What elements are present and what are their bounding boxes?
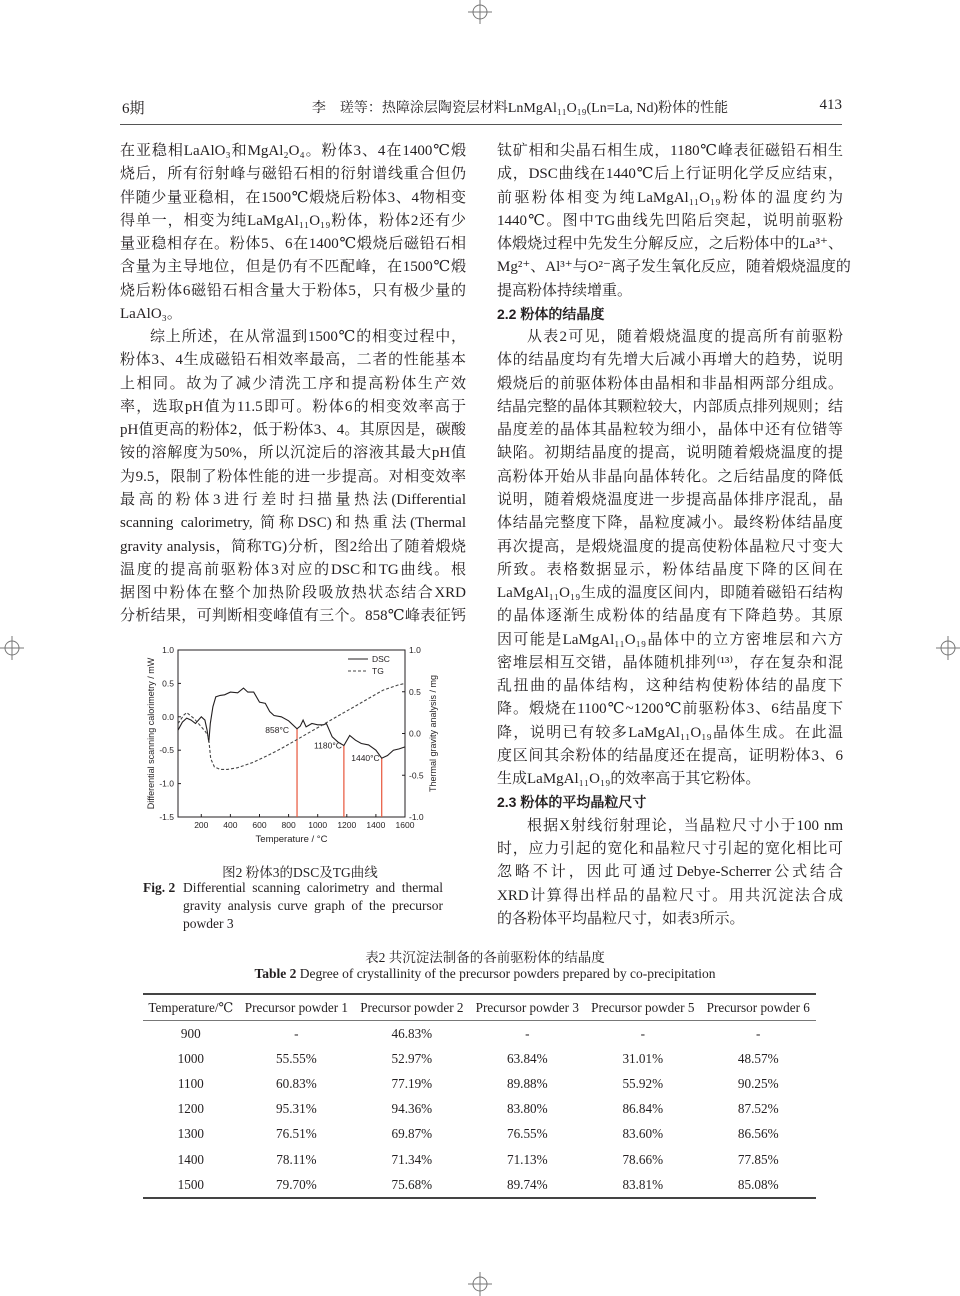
text-line: 伴随少量亚稳相，在1500℃煅烧后粉体3、4物相变 <box>120 189 466 206</box>
figure-caption-en <box>143 879 443 933</box>
text-line: 烧后，所有衍射峰与磁铅石相的衍射谱线重合但仍 <box>120 166 466 183</box>
text-line: 得单一，相变为纯LaMgAl₁₁O₁₉粉体，粉体2还有少 <box>120 212 466 229</box>
page-number: 413 <box>819 97 842 113</box>
table-row <box>143 1147 816 1172</box>
table-cell: 900 <box>180 1025 201 1041</box>
table-cell: 71.34% <box>391 1151 433 1167</box>
y-tick-label: -1.0 <box>159 778 174 789</box>
table-cell: 46.83% <box>391 1025 433 1041</box>
table-cell: - <box>294 1025 299 1041</box>
table-cell: 83.81% <box>585 1172 700 1198</box>
text-line: 据图中粉体在整个加热阶段吸放热状态结合XRD <box>120 585 466 602</box>
table-cell: 76.51% <box>276 1126 317 1142</box>
table-caption-text: Degree of crystallinity of the precursor powders prepared by co-precipitation <box>296 966 716 981</box>
text-line: 的各粉体平均晶粒尺寸，如表3所示。 <box>497 910 745 927</box>
section-heading: 2.3 粉体的平均晶粒尺寸 <box>497 794 647 811</box>
table-cell: 94.36% <box>391 1101 433 1117</box>
table-cell: 89.74% <box>470 1172 585 1198</box>
table-caption-cn: 表2 共沉淀法制备的各前驱粉体的结晶度 <box>365 950 605 965</box>
text-line: 粉体3、4生成磁铅石相效率最高，二者的性能基本 <box>120 352 466 369</box>
table-row <box>143 1071 816 1096</box>
text-line: 体结晶完整度下降，晶粒度减小。最终粉体结晶度 <box>497 515 843 532</box>
left-column <box>120 140 466 629</box>
table-cell: 69.87% <box>391 1126 433 1142</box>
table-cell: - <box>525 1025 530 1041</box>
text-line: 从表2可见，随着煅烧温度的提高所有前驱粉 <box>527 329 843 346</box>
text-line: LaAlO₃。 <box>120 305 182 322</box>
text-line: 根据X射线衍射理论，当晶粒尺寸小于100 nm <box>527 817 843 834</box>
x-tick-label: 1000 <box>308 820 328 830</box>
crystallinity-table <box>143 993 816 1199</box>
y2-tick-label: 1.0 <box>409 645 421 655</box>
figure-caption-text: Differential scanning calorimetry and thermal gravity analysis curve graph of the precursor powder 3 <box>183 880 443 931</box>
text-line: pH值更高的粉体2，低于粉体3、4。其原因是，碳酸 <box>120 422 466 439</box>
y2-tick-label: 0.5 <box>409 686 421 697</box>
x-tick-label: 1600 <box>395 820 415 830</box>
text-line: 的晶体逐渐生成粉体的结晶度有下降趋势。其原 <box>497 608 843 625</box>
table-cell: 86.84% <box>622 1101 664 1117</box>
section-heading: 2.2 粉体的结晶度 <box>497 305 605 322</box>
text-line: 含量为主导地位，但是仍有不匹配峰，在1500℃煅 <box>120 259 466 276</box>
text-line: 结晶完整的晶体其颗粒较大，内部质点排列规则；结 <box>497 398 843 415</box>
text-line: 量亚稳相存在。粉体5、6在1400℃煅烧后磁铅石相 <box>120 236 466 253</box>
y-tick-label: -0.5 <box>159 745 174 756</box>
dsc-tg-chart <box>140 640 450 852</box>
text-line: 缺陷。初期结晶度的提高，说明随着煅烧温度的提 <box>497 445 843 462</box>
text-line: Mg²⁺、Al³⁺与O²⁻离子发生氧化反应，随着煅烧温度的 <box>497 259 851 276</box>
table-cell: 1300 <box>177 1126 204 1142</box>
table-cell: 1100 <box>177 1075 204 1091</box>
text-line: 提高粉体持续增重。 <box>497 282 633 299</box>
table-cell: 48.57% <box>737 1050 779 1066</box>
text-line: 体煅烧过程中先发生分解反应，之后粉体中的La³⁺、 <box>497 236 843 253</box>
table-caption-label: Table 2 <box>254 966 297 981</box>
table-cell: 83.60% <box>622 1126 664 1142</box>
y-axis-label: Differential scanning calorimetry / mW <box>146 657 156 810</box>
y2-tick-label: 0.0 <box>409 728 421 739</box>
text-line: 度区间其余粉体的结晶度还在提高，证明粉体3、6 <box>497 747 843 764</box>
table-cell: 77.19% <box>391 1075 433 1091</box>
y-tick-label: -1.5 <box>159 812 174 822</box>
text-line: 烧后粉体6磁铅石相含量大于粉体5，只有极少量的 <box>120 282 466 299</box>
running-title: 李 瑳等：热障涂层陶瓷层材料LnMgAl₁₁O₁₉(Ln=La, Nd)粉体的性能 <box>311 101 729 116</box>
text-line: LaMgAl₁₁O₁₉生成的温度区间内，即随着磁铅石结构 <box>497 585 843 602</box>
y2-tick-label: -0.5 <box>409 770 424 781</box>
text-line: 最高的粉体3进行差时扫描量热法(Differential <box>120 491 466 508</box>
text-line: 煅烧后的前驱体粉体由晶相和非晶相两部分组成。 <box>497 375 843 392</box>
column-header: Precursor powder 3 <box>470 994 585 1021</box>
text-line: 晶度差的晶体其晶粒较为细小，晶体中还有位错等 <box>497 422 843 439</box>
text-line: 上相同。故为了减少清洗工序和提高粉体生产效 <box>120 375 466 392</box>
x-tick-label: 600 <box>252 820 267 830</box>
table-cell: 89.88% <box>506 1075 548 1091</box>
figure-caption-cn: 图2 粉体3的DSC及TG曲线 <box>222 865 378 880</box>
text-line: 高粉体开始从非晶向晶体转化。之后结晶度的降低 <box>497 468 843 485</box>
text-line: 前驱粉体相变为纯LaMgAl₁₁O₁₉粉体的温度约为 <box>497 189 843 206</box>
text-line: 再次提高，是煅烧温度的提高使粉体晶粒尺寸变大 <box>497 538 843 555</box>
x-tick-label: 400 <box>223 820 238 830</box>
text-line: 说明，随着煅烧温度进一步提高晶体排序混乱，晶 <box>497 491 843 508</box>
text-line: gravity analysis，简称TG)分析，图2给出了随着煅烧 <box>120 538 466 555</box>
y2-axis-label: Thermal gravity analysis / mg <box>428 674 438 793</box>
legend-label-tg: TG <box>372 666 384 676</box>
y-tick-label: 0.5 <box>162 678 174 689</box>
table-row <box>143 1021 816 1047</box>
x-tick-label: 1200 <box>337 820 357 830</box>
table-cell: - <box>756 1025 761 1041</box>
text-line: 所致。表格数据显示，粉体结晶度下降的区间在 <box>497 561 843 578</box>
x-tick-label: 800 <box>281 820 296 830</box>
y-tick-label: 1.0 <box>162 645 174 655</box>
table-row <box>143 1046 816 1071</box>
text-line: XRD计算得出样品的晶粒尺寸。用共沉淀法合成 <box>497 887 843 904</box>
issue-number: 6期 <box>122 101 145 117</box>
table-cell: 86.56% <box>737 1126 779 1142</box>
x-tick-label: 1400 <box>366 820 386 830</box>
table-cell: 31.01% <box>622 1050 664 1066</box>
text-line: 忽略不计，因此可通过Debye-Scherrer公式结合 <box>497 864 843 881</box>
text-line: 乱扭曲的晶体结构，这种结构使粉体结的晶度下 <box>497 678 843 695</box>
table-caption-en <box>140 966 830 982</box>
table-row <box>143 1122 816 1147</box>
table-cell: 90.25% <box>737 1075 779 1091</box>
column-header: Temperature/℃ <box>143 994 239 1021</box>
table-cell: 76.55% <box>506 1126 548 1142</box>
text-line: 时，应力引起的宽化和晶粒尺寸引起的宽化相比可 <box>497 840 843 857</box>
column-header: Precursor powder 6 <box>701 994 816 1021</box>
table-cell: 75.68% <box>354 1172 469 1198</box>
text-line: 生成LaMgAl₁₁O₁₉的效率高于其它粉体。 <box>497 771 761 788</box>
dsc-curve <box>178 688 405 758</box>
registration-mark-bottom <box>468 1272 492 1296</box>
table-cell: 71.13% <box>506 1151 548 1167</box>
registration-mark-top <box>468 0 492 24</box>
table-cell: 83.80% <box>506 1101 548 1117</box>
text-line: 因可能是LaMgAl₁₁O₁₉晶体中的立方密堆层和六方 <box>497 631 843 648</box>
text-line: 铵的溶解度为50%，所以沉淀后的溶液其最大pH值 <box>120 445 466 462</box>
text-line: 分析结果，可判断相变峰值有三个。858℃峰表征钙 <box>120 608 466 625</box>
table-cell: - <box>640 1025 645 1041</box>
table-header-row <box>143 994 816 1021</box>
table-cell: 77.85% <box>737 1151 779 1167</box>
registration-mark-left <box>0 636 24 660</box>
peak-label: 1440°C <box>351 753 380 764</box>
table-row <box>143 1097 816 1122</box>
table-cell: 78.11% <box>276 1151 317 1167</box>
y2-tick-label: -1.0 <box>409 812 424 822</box>
table-cell: 55.92% <box>622 1075 664 1091</box>
table-cell: 1500 <box>143 1172 239 1198</box>
table-cell: 87.52% <box>737 1101 779 1117</box>
column-header: Precursor powder 1 <box>239 994 354 1021</box>
text-line: 1440℃。图中TG曲线先凹陷后突起，说明前驱粉 <box>497 212 843 229</box>
table-cell: 1400 <box>177 1151 204 1167</box>
table-cell: 79.70% <box>239 1172 354 1198</box>
right-column <box>497 140 851 931</box>
registration-mark-right <box>936 636 960 660</box>
table-cell: 78.66% <box>622 1151 664 1167</box>
column-header: Precursor powder 2 <box>354 994 469 1021</box>
table-cell: 1200 <box>177 1101 204 1117</box>
header-rule <box>120 124 842 125</box>
table-row <box>143 1172 816 1198</box>
table-cell: 63.84% <box>506 1050 548 1066</box>
table-cell: 52.97% <box>391 1050 433 1066</box>
text-line: 为9.5，限制了粉体性能的进一步提高。对相变效率 <box>120 468 466 485</box>
text-line: 体的结晶度均有先增大后减小再增大的趋势，说明 <box>497 352 843 369</box>
table-cell: 60.83% <box>276 1075 317 1091</box>
text-line: 率，选取pH值为11.5即可。粉体6的相变效率高于 <box>120 398 466 415</box>
x-tick-label: 200 <box>194 820 209 830</box>
legend-label-dsc: DSC <box>372 654 390 664</box>
plot-frame <box>178 650 405 817</box>
table-cell: 55.55% <box>276 1050 317 1066</box>
column-header: Precursor powder 5 <box>585 994 700 1021</box>
text-line: 温度的提高前驱粉体3对应的DSC和TG曲线。根 <box>120 561 466 578</box>
text-line: 在亚稳相LaAlO₃和MgAl₂O₄。粉体3、4在1400℃煅 <box>120 143 466 159</box>
x-axis-label: Temperature / °C <box>255 834 328 845</box>
peak-label: 1180°C <box>314 740 342 751</box>
figure-caption-label: Fig. 2 <box>143 880 176 895</box>
text-line: 综上所述，在从常温到1500℃的相变过程中， <box>150 329 466 346</box>
text-line: scanning calorimetry, 简称DSC)和热重法(Thermal <box>120 515 466 532</box>
text-line: 钛矿相和尖晶石相生成，1180℃峰表征磁铅石相生 <box>497 143 843 159</box>
table-cell: 85.08% <box>701 1172 816 1198</box>
table-cell: 1000 <box>177 1050 204 1066</box>
text-line: 降，说明已有较多LaMgAl₁₁O₁₉晶体生成。在此温 <box>497 724 843 741</box>
peak-label: 858°C <box>265 724 290 735</box>
text-line: 成，DSC曲线在1440℃后上行证明化学反应结束， <box>497 166 843 183</box>
y-tick-label: 0.0 <box>162 711 174 722</box>
table-cell: 95.31% <box>276 1101 317 1117</box>
text-line: 密堆层相互交错，晶体随机排列⁽¹³⁾，存在复杂和混 <box>497 654 843 671</box>
text-line: 降。煅烧在1100℃~1200℃前驱粉体3、6结晶度下 <box>497 701 843 718</box>
